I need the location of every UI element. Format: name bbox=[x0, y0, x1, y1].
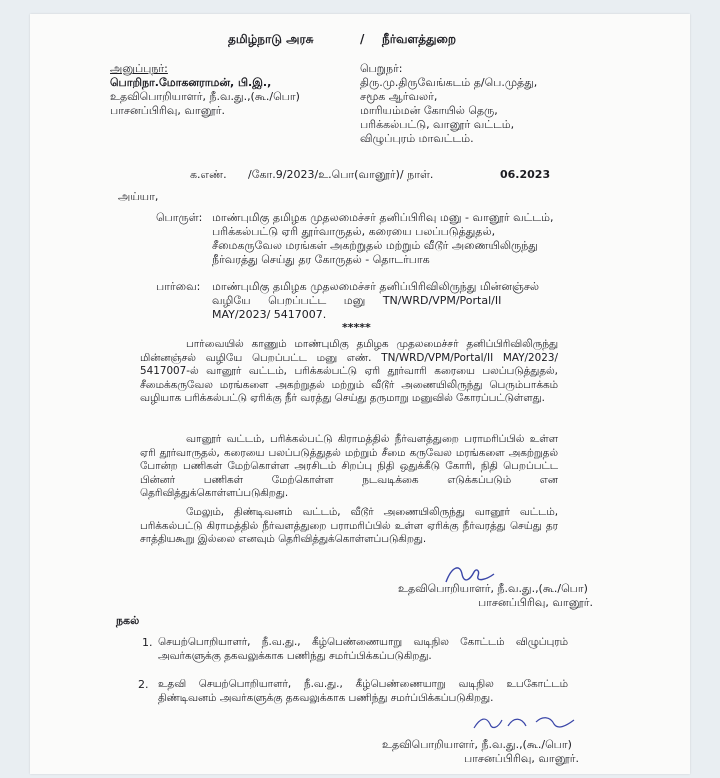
reference-stars: ***** bbox=[342, 321, 371, 334]
copy-label: நகல் bbox=[116, 614, 140, 627]
signature2-office: பாசனப்பிரிவு, வானூர். bbox=[464, 752, 580, 765]
sender-label: அனுப்புநர்: bbox=[110, 62, 168, 75]
header-department: நீர்வளத்துறை bbox=[382, 32, 457, 46]
recipient-line-1: திரு.மு.திருவேங்கடம் த/பெ.முத்து, bbox=[360, 76, 538, 89]
body-paragraph-1: பார்வையில் காணும் மாண்புமிகு தமிழக முதலமைச்சர் தனிப்பிரிவிலிருந்து மின்னஞ்சல் வழியே பெறப்பட்ட மனு எண். TN/WRD/VPM/Portal/II MAY/2023/ 5417007-ல் வானூர் வட்டம், பரிக்கல்பட்டு ஏரி தூர்வாரி கரையை பலப்படுத்துதல், சீமைக்கருவேல மரங்களை அகற்றுதல் மற்றும் வீடூர் அணையிலிருந்து பெரும்பாக்கம் வழியாக பரிக்கல்பட்டு ஏரிக்கு நீர் வரத்து செய்து தருமாறு மனுவில் கோரப்பட்டுள்ளது. bbox=[140, 338, 558, 405]
sender-designation: உதவிபொறியாளர், நீ.வ.து.,(கூ./பொ) bbox=[110, 90, 300, 103]
recipient-line-5: விழுப்புரம் மாவட்டம். bbox=[360, 132, 474, 145]
reference-label: பார்வை: bbox=[156, 280, 201, 293]
subject-line: பரிக்கல்பட்டு ஏரி தூர்வாருதல், கரையை பலப்படுத்துதல், bbox=[212, 225, 496, 238]
copy-item-number: 1. bbox=[142, 636, 153, 649]
ref-prefix: க.எண். bbox=[190, 168, 227, 181]
subject-line: நீர்வரத்து செய்து தர கோருதல் - தொடர்பாக bbox=[212, 253, 430, 266]
header-government: தமிழ்நாடு அரசு bbox=[228, 32, 314, 46]
recipient-block bbox=[360, 62, 537, 146]
copy-item-1: செயற்பொறியாளர், நீ.வ.து., கீழ்பெண்ணையாறு வடிநில கோட்டம் விழுப்புரம் அவர்களுக்கு தகவலுக்காக பணிந்து சமர்ப்பிக்கப்படுகிறது. bbox=[158, 636, 568, 662]
ref-number: /கோ.9/2023/உ.பொ(வானூர்)/ நாள். bbox=[248, 168, 434, 181]
recipient-line-4: பரிக்கல்பட்டு, வானூர் வட்டம், bbox=[360, 118, 515, 131]
signature2-title: உதவிபொறியாளர், நீ.வ.து.,(கூ./பொ) bbox=[382, 738, 572, 751]
reference-line: வழியே பெறப்பட்ட மனு TN/WRD/VPM/Portal/II bbox=[212, 294, 502, 307]
subject-line: சீமைகருவேல மரங்கள் அகற்றுதல் மற்றும் வீடூர் அணையிலிருந்து bbox=[212, 239, 538, 252]
sender-block bbox=[110, 62, 300, 118]
copy-item-2: உதவி செயற்பொறியாளர், நீ.வ.து., கீழ்பெண்ணையாறு வடிநில உபகோட்டம் திண்டிவனம் அவர்களுக்கு தகவலுக்காக பணிந்து சமர்ப்பிக்கப்படுகிறது. bbox=[158, 678, 568, 704]
ref-date: 06.2023 bbox=[500, 168, 551, 181]
subject-line: மாண்புமிகு தமிழக முதலமைச்சர் தனிப்பிரிவு மனு - வானூர் வட்டம், bbox=[212, 211, 554, 224]
recipient-line-2: சமூக ஆர்வலர், bbox=[360, 90, 438, 103]
body-paragraph-2: வானூர் வட்டம், பரிக்கல்பட்டு கிராமத்தில் நீர்வளத்துறை பராமரிப்பில் உள்ள ஏரி தூர்வாருதல், கரையை பலப்படுத்துதல் மற்றும் சீமை கருவேல மரங்களை அகற்றுதல் போன்ற பணிகள் மேற்கொள்ள அரசிடம் சிறப்பு நிதி ஒதுக்கீடு கோரி, நிதி பெறப்பட்ட பின்னர் பணிகள் மேற்கொள்ள நடவடிக்கை எடுக்கப்படும் என தெரிவித்துக்கொள்ளப்படுகிறது. bbox=[140, 433, 558, 500]
subject-text bbox=[212, 211, 554, 267]
letter-page bbox=[30, 14, 690, 774]
recipient-label: பெறுநர்: bbox=[360, 62, 403, 75]
recipient-line-3: மாரியம்மன் கோயில் தெரு, bbox=[360, 104, 498, 117]
signature-title: உதவிபொறியாளர், நீ.வ.து.,(கூ./பொ) bbox=[398, 582, 588, 595]
salutation: அய்யா, bbox=[118, 190, 159, 203]
copy-item-number: 2. bbox=[138, 678, 149, 691]
sender-office: பாசனப்பிரிவு, வானூர். bbox=[110, 104, 226, 117]
reference-line: MAY/2023/ 5417007. bbox=[212, 308, 327, 321]
signature-office: பாசனப்பிரிவு, வானூர். bbox=[478, 596, 594, 609]
reference-text bbox=[212, 280, 539, 322]
signature-mark bbox=[470, 712, 580, 736]
reference-line: மாண்புமிகு தமிழக முதலமைச்சர் தனிப்பிரிவிலிருந்து மின்னஞ்சல் bbox=[212, 280, 540, 293]
header-slash: / bbox=[360, 32, 365, 46]
body-paragraph-3: மேலும், திண்டிவனம் வட்டம், வீடூர் அணையிலிருந்து வானூர் வட்டம், பரிக்கல்பட்டு கிராமத்தில் நீர்வளத்துறை பராமரிப்பில் உள்ள ஏரிக்கு நீர்வரத்து செய்து தர சாத்தியகூறு இல்லை எனவும் தெரிவித்துக்கொள்ளப்படுகிறது. bbox=[140, 506, 558, 546]
sender-name: பொறிநா.மோகனராமன், பி.இ., bbox=[110, 76, 272, 89]
subject-label: பொருள்: bbox=[156, 211, 203, 224]
